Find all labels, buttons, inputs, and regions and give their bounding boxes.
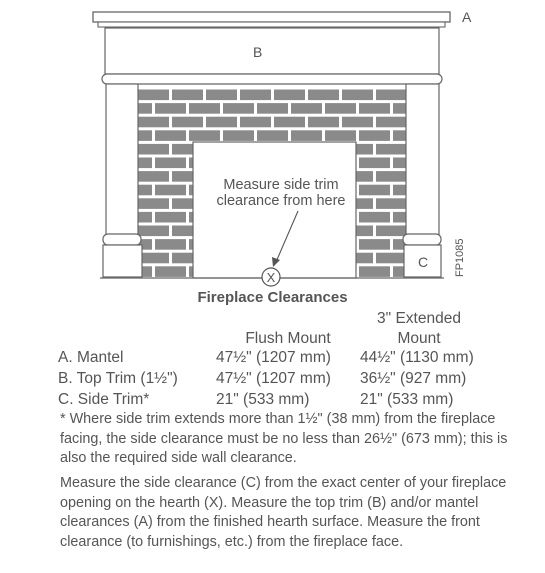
brick (189, 103, 220, 114)
left-column-base (103, 245, 142, 277)
extended-value: 44½" (1130 mm) (360, 349, 474, 366)
brick (155, 266, 186, 277)
callout-line-2: clearance from here (216, 193, 346, 209)
row-label: A. Mantel (58, 349, 124, 366)
column-header-flush: Flush Mount (245, 330, 331, 347)
brick (376, 198, 406, 209)
brick (155, 185, 186, 196)
brick (257, 103, 288, 114)
brick (138, 253, 169, 264)
brick (393, 212, 406, 223)
table-row (58, 390, 474, 411)
brick (223, 130, 254, 141)
brick (138, 198, 169, 209)
brick (393, 158, 406, 169)
instructions: Measure the side clearance (C) from the exact center of your fireplace opening on the hearth (X). Measure the top trim (B) and/or mantel clearances (A) from the finished hearth surface. Measure the front clearance (to furnishings, etc.) from the fireplace face. (60, 475, 507, 550)
mantel-shelf (93, 12, 450, 22)
brick (240, 90, 271, 101)
brick (359, 239, 390, 250)
brick (138, 90, 169, 101)
row-label: C. Side Trim* (58, 391, 150, 408)
brick (155, 239, 186, 250)
brick (376, 90, 406, 101)
row-label: B. Top Trim (1½") (58, 370, 178, 387)
brick (155, 130, 186, 141)
brick (138, 130, 152, 141)
brick (155, 212, 186, 223)
label-x: X (266, 270, 276, 285)
brick (155, 158, 186, 169)
column-header-extended-line1: 3" Extended (377, 310, 461, 327)
brick (274, 90, 305, 101)
brick (393, 130, 406, 141)
brick (342, 90, 373, 101)
callout-line-1: Measure side trim (223, 177, 339, 193)
frieze-molding (102, 74, 442, 84)
brick (376, 253, 406, 264)
extended-value: 36½" (927 mm) (360, 370, 467, 387)
brick (376, 226, 406, 237)
brick (359, 185, 390, 196)
brick (138, 103, 152, 114)
brick (138, 144, 169, 155)
brick (206, 90, 237, 101)
brick (155, 103, 186, 114)
flush-value: 47½" (1207 mm) (216, 370, 331, 387)
brick (359, 266, 390, 277)
column-header-extended-line2: Mount (397, 330, 441, 347)
brick (393, 103, 406, 114)
label-b: B (253, 44, 263, 60)
table-row (58, 369, 474, 390)
figure-code: FP1085 (454, 238, 466, 277)
brick (291, 103, 322, 114)
brick (138, 158, 152, 169)
brick (240, 117, 271, 128)
brick (138, 226, 169, 237)
brick (359, 130, 390, 141)
footnote: * Where side trim extends more than 1½" (38 mm) from the fireplace facing, the side clearance must be no less than 26½" (673 mm); this is also the required side wall clearance. (60, 411, 508, 466)
brick (376, 171, 406, 182)
brick (342, 117, 373, 128)
brick (206, 117, 237, 128)
brick (308, 90, 339, 101)
brick (325, 130, 356, 141)
brick (393, 185, 406, 196)
firebox-opening (193, 142, 356, 278)
right-column-capital (403, 234, 441, 245)
brick (138, 185, 152, 196)
table-row (58, 348, 474, 369)
left-column-capital (103, 234, 141, 245)
left-column (106, 84, 138, 236)
mantel-cap (98, 22, 445, 27)
top-trim (105, 28, 439, 74)
brick (138, 171, 169, 182)
brick (274, 117, 305, 128)
extended-value: 21" (533 mm) (360, 391, 454, 408)
page-title: Fireplace Clearances (197, 289, 348, 306)
flush-value: 47½" (1207 mm) (216, 349, 331, 366)
brick (172, 117, 203, 128)
brick (359, 103, 390, 114)
brick (138, 117, 169, 128)
brick (291, 130, 322, 141)
brick (376, 144, 406, 155)
label-a: A (462, 9, 472, 25)
brick (325, 103, 356, 114)
brick (359, 158, 390, 169)
clearance-table (58, 348, 474, 411)
brick (138, 212, 152, 223)
brick (223, 103, 254, 114)
flush-value: 21" (533 mm) (216, 391, 310, 408)
right-column (406, 84, 439, 236)
brick (308, 117, 339, 128)
brick (172, 90, 203, 101)
brick (257, 130, 288, 141)
label-c: C (418, 254, 429, 270)
brick (189, 130, 220, 141)
brick (376, 117, 406, 128)
brick (359, 212, 390, 223)
